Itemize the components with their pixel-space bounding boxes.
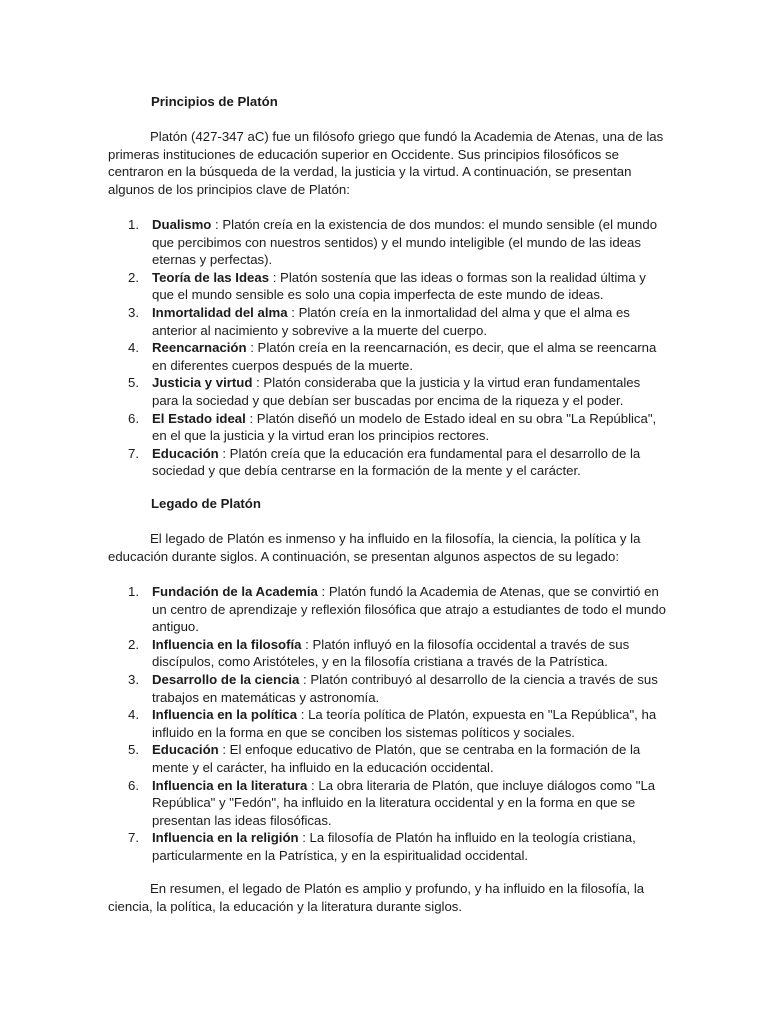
list-item-term: Fundación de la Academia (152, 584, 318, 599)
list-item-description: : Platón creía que la educación era fundamental para el desarrollo de la sociedad y que debía centrarse en la formación de la mente y el carácter. (152, 445, 641, 479)
list-item (108, 636, 668, 671)
list-item-description: : Platón creía en la reencarnación, es decir, que el alma se reencarna en diferentes cuerpos después de la muerte. (152, 340, 657, 373)
list-item-number: 6. (128, 410, 139, 426)
list-item (108, 671, 668, 706)
list-item (108, 339, 668, 374)
list-item (108, 410, 668, 445)
list-item (108, 304, 668, 339)
list-item (108, 269, 668, 304)
list-item-description: : La teoría política de Platón, expuesta en "La República", ha influido en la forma en que se conciben los sistemas políticos y sociales. (152, 707, 657, 740)
list-item-number: 4. (128, 707, 139, 723)
list-item-term: Influencia en la política (152, 707, 298, 723)
list-item (108, 216, 668, 269)
section-title-principios: Principios de Platón (151, 94, 278, 109)
list-item (108, 445, 668, 480)
list-item (108, 741, 668, 776)
list-item-term: Dualismo (152, 217, 212, 232)
list-item-number: 5. (128, 742, 139, 758)
list-item-term: Influencia en la religión (152, 830, 299, 846)
list-item (108, 374, 668, 409)
list-item-term: Educación (152, 445, 219, 461)
list-item-number: 3. (128, 671, 139, 687)
list-item-description: : Platón consideraba que la justicia y la virtud eran fundamentales para la sociedad y que debían ser buscadas por encima de la riqueza y el poder. (152, 375, 641, 408)
intro-paragraph-principios: Platón (427-347 aC) fue un filósofo griego que fundó la Academia de Atenas, una de las primeras instituciones de educación superior en Occidente. Sus principios filosóficos se centraron en la búsqueda de la verdad, la justicia y la virtud. A continuación, se presentan algunos de los principios clave de Platón: (108, 129, 664, 197)
principles-list (108, 216, 668, 480)
list-item-description: : Platón creía en la inmortalidad del alma y que el alma es anterior al nacimiento y sobrevive a la muerte del cuerpo. (152, 304, 630, 338)
list-item-term: Influencia en la filosofía (152, 636, 302, 652)
list-item-number: 5. (128, 375, 139, 391)
list-item-term: Teoría de las Ideas (152, 269, 270, 285)
list-item (108, 706, 668, 741)
legacy-list (108, 583, 668, 865)
list-item-term: Justicia y virtud (152, 375, 253, 391)
list-item-number: 7. (128, 830, 139, 846)
list-item (108, 777, 668, 830)
list-item-description: : La filosofía de Platón ha influido en la teología cristiana, particularmente en la Patrística, y en la espiritualidad occidental. (152, 830, 636, 863)
list-item-description: : Platón creía en la existencia de dos mundos: el mundo sensible (el mundo que percibimos con nuestros sentidos) y el mundo inteligible (el mundo de las ideas eternas y perfectas). (152, 217, 658, 268)
list-item-description: : Platón contribuyó al desarrollo de la ciencia a través de sus trabajos en matemáticas y astronomía. (152, 671, 658, 705)
list-item-term: Inmortalidad del alma (152, 304, 288, 320)
list-item-number: 1. (128, 217, 139, 232)
list-item-term: Reencarnación (152, 340, 247, 356)
list-item-term: El Estado ideal (152, 410, 246, 426)
list-item-term: Desarrollo de la ciencia (152, 671, 300, 687)
list-item-number: 1. (128, 584, 139, 599)
list-item-description: : Platón fundó la Academia de Atenas, que se convirtió en un centro de aprendizaje y reflexión filosófica que atrajo a estudiantes de todo el mundo antiguo. (152, 584, 666, 635)
list-item-number: 2. (128, 636, 139, 652)
conclusion-paragraph: En resumen, el legado de Platón es amplio y profundo, y ha influido en la filosofía, la ciencia, la política, la educación y la literatura durante siglos. (108, 881, 645, 914)
list-item-number: 6. (128, 777, 139, 793)
list-item-number: 4. (128, 340, 139, 356)
list-item-number: 7. (128, 445, 139, 461)
list-item-number: 2. (128, 269, 139, 285)
list-item-description: : Platón diseñó un modelo de Estado ideal en su obra "La República", en el que la justicia y la virtud eran los principios rectores. (152, 410, 657, 444)
list-item-description: : La obra literaria de Platón, que incluye diálogos como "La República" y "Fedón", ha influido en la literatura occidental y en la forma en que se presentan las ideas filosóficas. (152, 777, 656, 828)
intro-paragraph-legado: El legado de Platón es inmenso y ha influido en la filosofía, la ciencia, la política y la educación durante siglos. A continuación, se presentan algunos aspectos de su legado: (108, 531, 641, 564)
list-item-description: : Platón influyó en la filosofía occidental a través de sus discípulos, como Aristóteles, y en la filosofía cristiana a través de la Patrística. (152, 636, 630, 670)
list-item-description: : Platón sostenía que las ideas o formas son la realidad última y que el mundo sensible es solo una copia imperfecta de este mundo de ideas. (152, 269, 646, 303)
list-item-number: 3. (128, 304, 139, 320)
list-item-term: Influencia en la literatura (152, 777, 308, 793)
list-item (108, 583, 668, 636)
list-item-term: Educación (152, 742, 219, 758)
section-title-legado: Legado de Platón (151, 496, 261, 511)
list-item (108, 829, 668, 864)
list-item-description: : El enfoque educativo de Platón, que se centraba en la formación de la mente y el carácter, ha influido en la educación occidental. (152, 742, 641, 775)
